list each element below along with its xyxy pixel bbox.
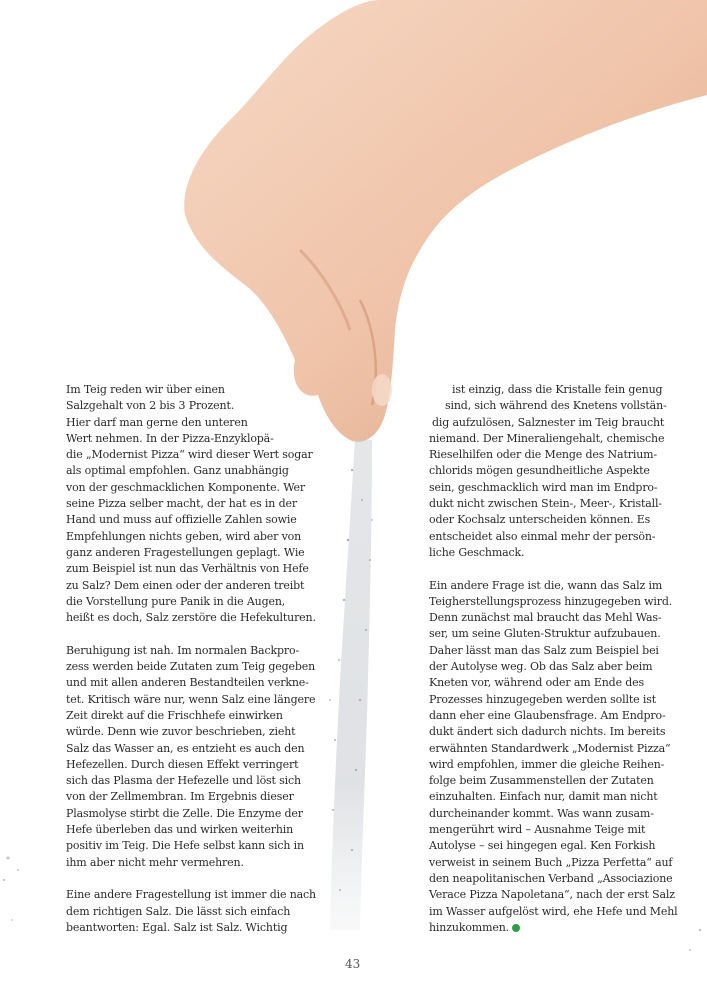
right-text-column	[429, 382, 678, 936]
text-line: von der Zellmembran. Im Ergebnis dieser	[66, 790, 294, 804]
text-line: im Wasser aufgelöst wird, ehe Hefe und Mehl	[429, 904, 678, 918]
text-line: niemand. Der Mineraliengehalt, chemische	[429, 431, 665, 445]
text-line: Verace Pizza Napoletana“, nach der erst Salz	[429, 888, 675, 902]
text-line: oder Kochsalz unterscheiden können. Es	[429, 513, 651, 527]
paragraph-5	[429, 578, 678, 937]
text-line: der Autolyse weg. Ob das Salz aber beim	[429, 660, 653, 674]
text-line: Zeit direkt auf die Frischhefe einwirken	[66, 708, 283, 722]
text-line: Hefezellen. Durch diesen Effekt verringert	[66, 757, 299, 771]
left-text-column	[66, 382, 316, 936]
text-line: dem richtigen Salz. Die lässt sich einfach	[66, 904, 291, 918]
paragraph-3	[66, 887, 316, 936]
text-line: mengerührt wird – Ausnahme Teige mit	[429, 823, 646, 837]
text-line: Hefe überleben das und wirken weiterhin	[66, 823, 294, 837]
text-line: hinzukommen.	[429, 920, 510, 934]
text-line: Denn zunächst mal braucht das Mehl Was-	[429, 611, 662, 625]
text-line: beantworten: Egal. Salz ist Salz. Wichtig	[66, 920, 288, 934]
text-line: erwähnten Standardwerk „Modernist Pizza“	[429, 741, 671, 755]
hand-shape	[184, 0, 707, 442]
text-line: ser, um seine Gluten-Struktur aufzubauen.	[429, 627, 661, 641]
text-line: sein, geschmacklich wird man im Endpro-	[429, 480, 658, 494]
text-line: ganz anderen Fragestellungen geplagt. Wie	[66, 545, 305, 559]
text-line: entscheidet also einmal mehr der persön-	[429, 529, 656, 543]
text-line: würde. Denn wie zuvor beschrieben, zieht	[66, 725, 296, 739]
text-line: Prozesses hinzugegeben werden sollte ist	[429, 692, 656, 706]
text-line: von der geschmacklichen Komponente. Wer	[66, 480, 305, 494]
text-line: tet. Kritisch wäre nur, wenn Salz eine längere	[66, 692, 316, 706]
text-line: seine Pizza selber macht, der hat es in der	[66, 497, 297, 511]
text-line: Rieselhilfen oder die Menge des Natrium-	[429, 448, 657, 462]
text-line: zess werden beide Zutaten zum Teig gegeben	[66, 660, 316, 674]
fingernail	[372, 374, 392, 406]
text-line: durcheinander kommt. Was wann zusam-	[429, 806, 654, 820]
text-line: zum Beispiel ist nun das Verhältnis von Hefe	[66, 562, 309, 576]
text-line: Empfehlungen nichts geben, wird aber von	[66, 529, 302, 543]
text-line: einzuhalten. Einfach nur, damit man nicht	[429, 790, 658, 804]
text-line: dukt ändert sich dadurch nichts. Im bereits	[429, 725, 666, 739]
text-line: ist einzig, dass die Kristalle fein genug	[452, 383, 663, 396]
text-line: ihm aber nicht mehr vermehren.	[66, 855, 244, 869]
text-line: Kneten vor, während oder am Ende des	[429, 676, 645, 690]
text-line: liche Geschmack.	[429, 545, 525, 559]
text-line: Hier darf man gerne den unteren	[66, 415, 248, 429]
text-line: Salz das Wasser an, es entzieht es auch den	[66, 741, 305, 755]
paragraph-2	[66, 643, 316, 871]
text-line: Autolyse – sei hingegen egal. Ken Forkish	[429, 839, 656, 853]
text-line: dann eher eine Glaubensfrage. Am Endpro-	[429, 708, 666, 722]
text-line: Eine andere Fragestellung ist immer die nach	[66, 888, 316, 902]
text-line: folge beim Zusammenstellen der Zutaten	[429, 774, 654, 788]
text-line-last	[429, 920, 678, 936]
text-line: dig aufzulösen, Salznester im Teig braucht	[432, 415, 665, 429]
text-line: wird empfohlen, immer die gleiche Reihen-	[429, 757, 665, 771]
text-line: zu Salz? Dem einen oder der anderen treibt	[66, 578, 305, 592]
salt-stream	[330, 440, 372, 930]
text-line: Beruhigung ist nah. Im normalen Backpro-	[66, 643, 300, 657]
text-line: Salzgehalt von 2 bis 3 Prozent.	[66, 399, 235, 413]
paragraph-1	[66, 382, 316, 626]
text-line: sind, sich während des Knetens vollstän-	[445, 399, 667, 413]
text-line: und mit allen anderen Bestandteilen verkne-	[66, 676, 309, 690]
text-line: verweist in seinem Buch „Pizza Perfetta“ auf	[429, 855, 673, 869]
text-line: Hand und muss auf offizielle Zahlen sowie	[66, 513, 297, 527]
text-line: dukt nicht zwischen Stein-, Meer-, Kristall-	[429, 497, 662, 511]
text-line: als optimal empfohlen. Ganz unabhängig	[66, 464, 289, 478]
text-line: Ein andere Frage ist die, wann das Salz im	[429, 578, 663, 592]
text-line: Daher lässt man das Salz zum Beispiel bei	[429, 643, 659, 657]
text-line: heißt es doch, Salz zerstöre die Hefekulturen.	[66, 611, 316, 625]
text-line: Im Teig reden wir über einen	[66, 383, 225, 396]
text-line: Teigherstellungsprozess hinzugegeben wird.	[429, 594, 673, 608]
text-line: den neapolitanischen Verband „Associazione	[429, 871, 673, 885]
text-line: die „Modernist Pizza“ wird dieser Wert sogar	[66, 448, 313, 462]
end-of-article-dot-icon	[512, 924, 520, 932]
text-line: sich das Plasma der Hefezelle und löst sich	[66, 774, 301, 788]
text-line: chlorids mögen gesundheitliche Aspekte	[429, 464, 650, 478]
text-line: Wert nehmen. In der Pizza-Enzyklopä-	[66, 431, 274, 445]
text-line: positiv im Teig. Die Hefe selbst kann sich in	[66, 839, 304, 853]
page-number: 43	[345, 957, 361, 971]
text-line: Plasmolyse stirbt die Zelle. Die Enzyme der	[66, 806, 303, 820]
text-line: die Vorstellung pure Panik in die Augen,	[66, 594, 286, 608]
paragraph-4	[429, 382, 678, 561]
